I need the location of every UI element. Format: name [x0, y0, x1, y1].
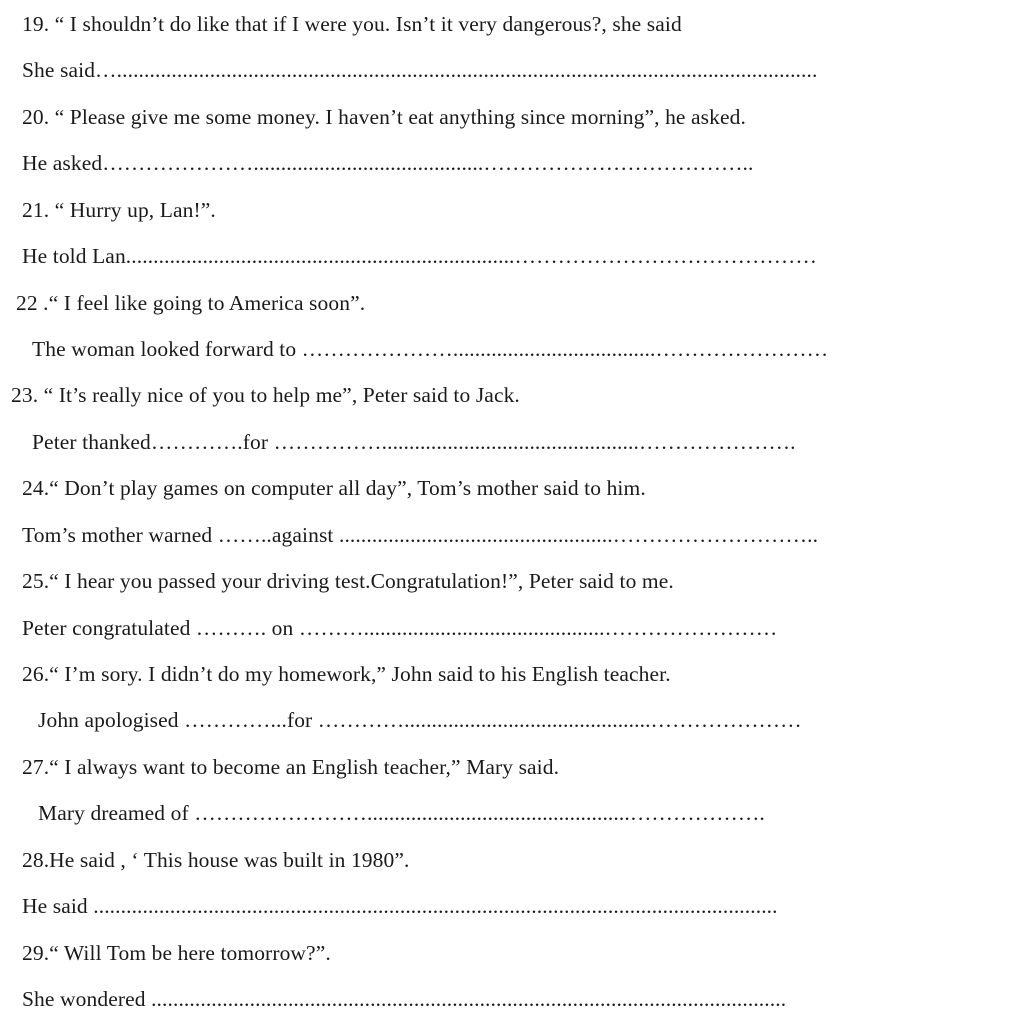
answer-line-28: He said .............................................................................................................................: [22, 894, 778, 918]
answer-line-25: Peter congratulated ………. on ………............................................……………………: [22, 616, 778, 640]
answer-line-29: She wondered ....................................................................................................................: [22, 987, 787, 1011]
question-20: 20. “ Please give me some money. I haven’t eat anything since morning”, he asked.: [22, 105, 746, 129]
answer-line-23: Peter thanked………….for ……………...............................................………………….: [32, 430, 796, 454]
answer-line-27: Mary dreamed of ……………………................................................……………….: [38, 801, 765, 825]
answer-line-26: John apologised …………...for ………….............................................…………………: [38, 708, 802, 732]
question-19: 19. “ I shouldn’t do like that if I were you. Isn’t it very dangerous?, she said: [22, 12, 682, 36]
question-21: 21. “ Hurry up, Lan!”.: [22, 198, 216, 222]
question-27: 27.“ I always want to become an English teacher,” Mary said.: [22, 755, 560, 779]
answer-line-20: He asked…………………..........................................………………………………..: [22, 151, 754, 175]
question-28: 28.He said , ‘ This house was built in 1980”.: [22, 848, 410, 872]
answer-line-21: He told Lan.......................................................................……………………………………: [22, 244, 817, 268]
question-26: 26.“ I’m sory. I didn’t do my homework,” John said to his English teacher.: [22, 662, 671, 686]
question-25: 25.“ I hear you passed your driving test.Congratulation!”, Peter said to me.: [22, 569, 674, 593]
answer-line-24: Tom’s mother warned ……..against ..................................................………………………..: [22, 523, 819, 547]
question-24: 24.“ Don’t play games on computer all day”, Tom’s mother said to him.: [22, 476, 646, 500]
question-23: 23. “ It’s really nice of you to help me”, Peter said to Jack.: [11, 383, 520, 407]
answer-line-22: The woman looked forward to ………………….....................................……………………: [32, 337, 829, 361]
question-22: 22 .“ I feel like going to America soon”.: [16, 291, 366, 315]
question-29: 29.“ Will Tom be here tomorrow?”.: [22, 941, 331, 965]
answer-line-19: She said…................................................................................................................................: [22, 58, 818, 82]
